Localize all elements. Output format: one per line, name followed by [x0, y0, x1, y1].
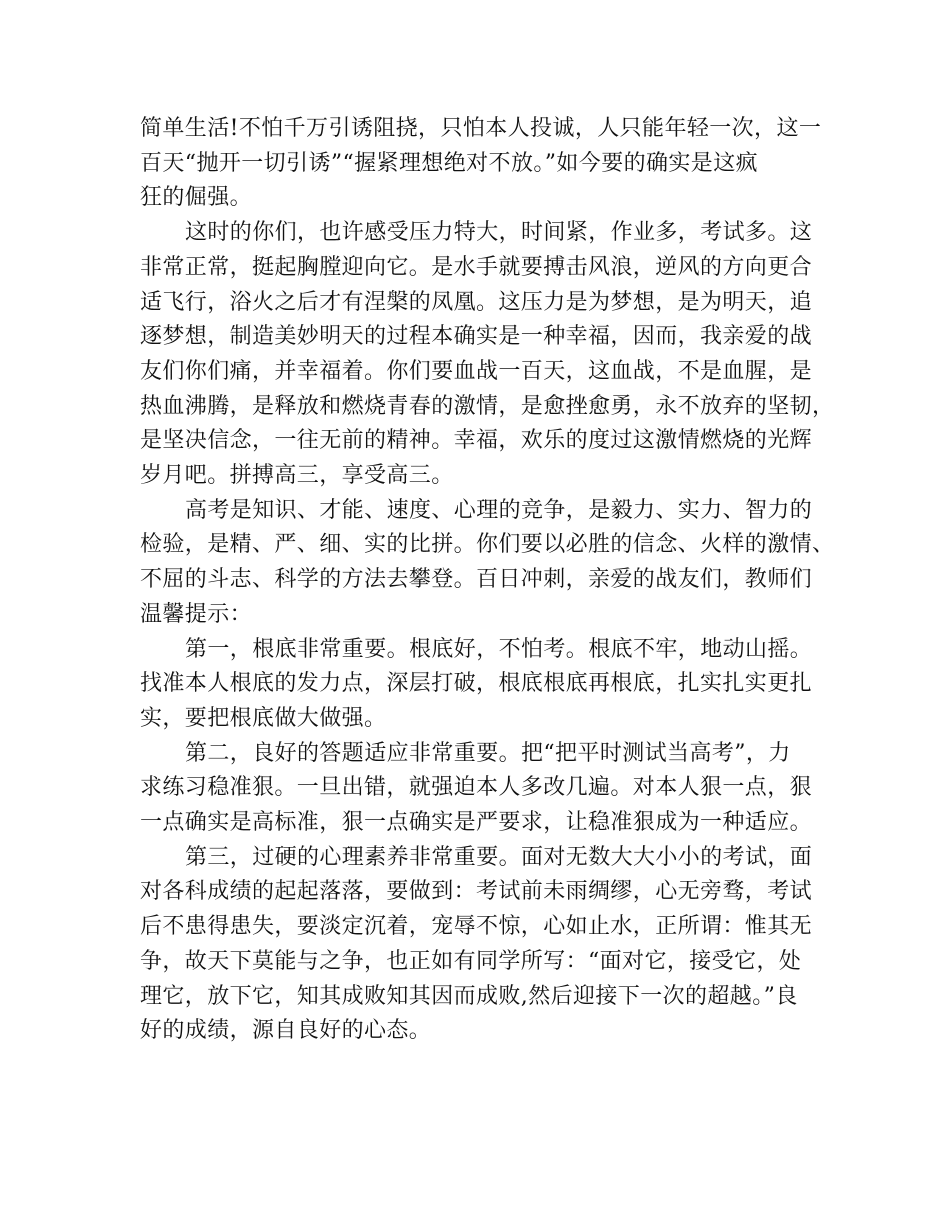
text-line: 逐梦想，制造美妙明天的过程本确实是一种幸福，因而，我亲爱的战: [140, 324, 813, 350]
text-line: 一点确实是高标准，狠一点确实是严要求，让稳准狠成为一种适应。: [140, 810, 813, 836]
paragraph-3: [140, 494, 835, 633]
document-body: [140, 112, 835, 1049]
text-line: 这时的你们，也许感受压力特大，时间紧，作业多，考试多。这: [185, 220, 813, 246]
text-line: 找准本人根底的发力点，深层打破，根底根底再根底，扎实扎实更扎: [140, 671, 813, 697]
text-line: 对各科成绩的起起落落，要做到：考试前未雨绸缪，心无旁骛，考试: [140, 879, 813, 905]
text-line: 热血沸腾，是释放和燃烧青春的激情，是愈挫愈勇，永不放弃的坚韧，: [140, 393, 835, 419]
text-line: 好的成绩，源自良好的心态。: [140, 1018, 432, 1044]
paragraph-1: [140, 112, 825, 216]
paragraph-5: [140, 737, 825, 841]
text-line: 第三，过硬的心理素养非常重要。面对无数大大小小的考试，面: [185, 844, 813, 870]
paragraph-4: [140, 633, 825, 737]
paragraph-6: [140, 841, 825, 1049]
text-line: 狂的倔强。: [140, 185, 253, 211]
text-line: 不屈的斗志、科学的方法去攀登。百日冲刺，亲爱的战友们，教师们: [140, 567, 813, 593]
paragraph-2: [140, 216, 835, 494]
text-line: 百天“抛开一切引诱”“握紧理想绝对不放。”如今要的确实是这疯: [140, 150, 758, 176]
text-line: 实，要把根底做大做强。: [140, 705, 387, 731]
text-line: 检验，是精、严、细、实的比拼。你们要以必胜的信念、火样的激情、: [140, 532, 835, 558]
text-line: 友们你们痛，并幸福着。你们要血战一百天，这血战，不是血腥，是: [140, 358, 813, 384]
text-line: 第一，根底非常重要。根底好，不怕考。根底不牢，地动山摇。: [185, 636, 813, 662]
text-line: 后不患得患失，要淡定沉着，宠辱不惊，心如止水，正所谓：惟其无: [140, 914, 813, 940]
text-line: 非常正常，挺起胸膛迎向它。是水手就要搏击风浪，逆风的方向更合: [140, 254, 813, 280]
text-line: 第二，良好的答题适应非常重要。把“把平时测试当高考”，力: [185, 740, 791, 766]
text-line: 简单生活!不怕千万引诱阻挠，只怕本人投诚，人只能年轻一次，这一: [140, 116, 822, 141]
text-line: 适飞行，浴火之后才有涅槃的凤凰。这压力是为梦想，是为明天，追: [140, 289, 813, 315]
text-line: 求练习稳准狠。一旦出错，就强迫本人多改几遍。对本人狠一点，狠: [140, 775, 813, 801]
text-line: 理它，放下它，知其成败知其因而成败,然后迎接下一次的超越。”良: [140, 983, 798, 1009]
text-line: 岁月吧。拼搏高三，享受高三。: [140, 463, 454, 489]
text-line: 高考是知识、才能、速度、心理的竞争，是毅力、实力、智力的: [185, 497, 813, 523]
text-line: 温馨提示：: [140, 601, 253, 627]
text-line: 争，故天下莫能与之争，也正如有同学所写：“面对它，接受它，处: [140, 948, 802, 974]
text-line: 是坚决信念，一往无前的精神。幸福，欢乐的度过这激情燃烧的光辉: [140, 428, 813, 454]
